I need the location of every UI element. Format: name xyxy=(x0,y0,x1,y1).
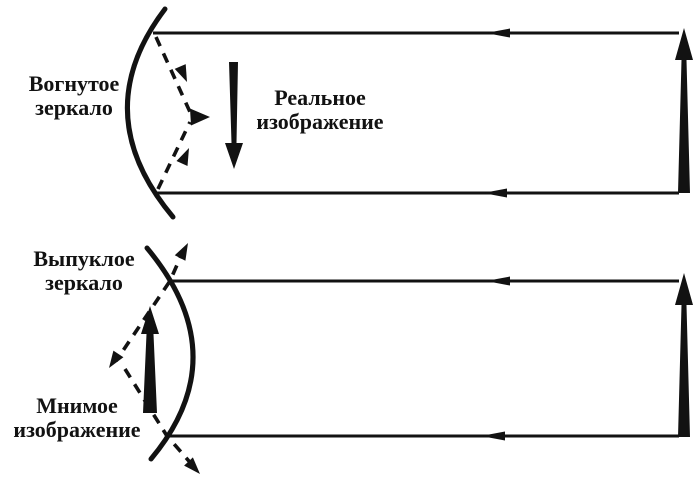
convex-mirror-label xyxy=(24,247,144,295)
virtual-image-label-line2: изображение xyxy=(13,417,141,442)
convex-mirror-label-line1: Выпуклое xyxy=(33,246,135,271)
concave-mirror-label xyxy=(16,72,132,120)
virtual-image-label-line1: Мнимое xyxy=(36,393,118,418)
left-arrowhead-icon xyxy=(486,277,510,286)
convex-mirror-label-line2: зеркало xyxy=(45,270,123,295)
virtual-image-label xyxy=(2,394,152,442)
left-arrowhead-icon xyxy=(486,29,510,38)
object-arrow-bottom xyxy=(675,273,693,437)
real-image-label xyxy=(240,86,400,134)
concave-mirror-arc xyxy=(127,9,173,217)
focal-point-marker xyxy=(190,109,210,126)
left-arrowhead-icon xyxy=(481,432,505,441)
concave-mirror-label-line2: зеркало xyxy=(35,95,113,120)
down-right-arrowhead-icon xyxy=(175,64,187,82)
up-right-arrowhead-icon xyxy=(175,243,188,261)
down-left-arrowhead-icon xyxy=(109,351,123,368)
concave-mirror-diagram xyxy=(127,9,693,217)
left-arrowhead-icon xyxy=(483,189,507,198)
convex-mirror-diagram xyxy=(109,243,693,474)
object-arrow-top xyxy=(675,28,693,193)
real-image-label-line1: Реальное xyxy=(274,85,366,110)
concave-mirror-label-line1: Вогнутое xyxy=(28,71,120,96)
real-image-label-line2: изображение xyxy=(256,109,384,134)
up-right-arrowhead-icon xyxy=(177,148,190,166)
